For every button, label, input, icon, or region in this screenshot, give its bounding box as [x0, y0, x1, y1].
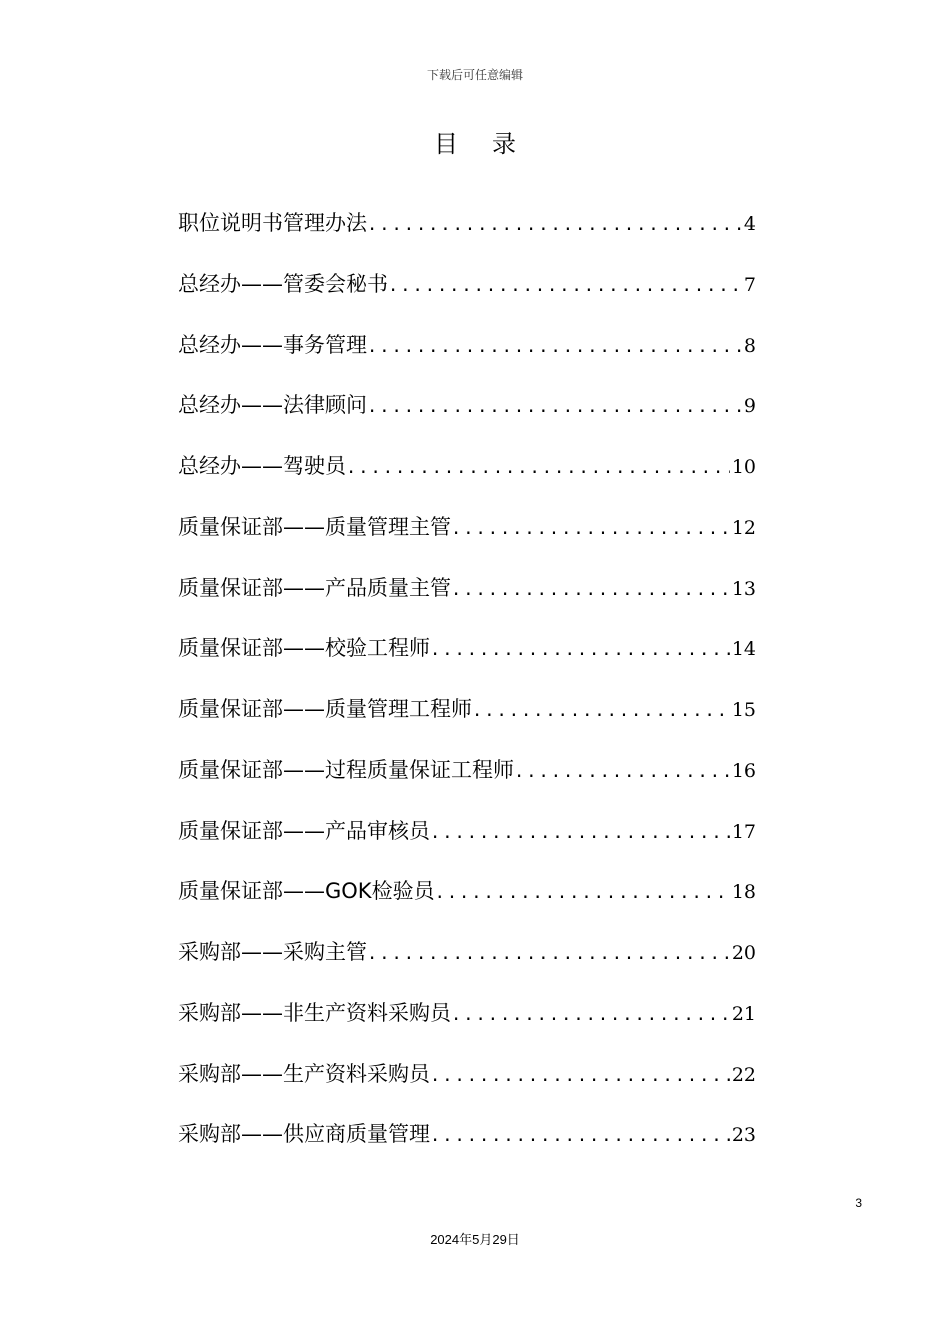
- toc-entry[interactable]: [178, 193, 756, 254]
- toc-entry[interactable]: [178, 861, 756, 922]
- toc-dot-leader: [430, 1106, 730, 1167]
- header-note: 下载后可任意编辑: [426, 68, 523, 82]
- toc-entry-text: 质量保证部——校验工程师: [178, 636, 430, 661]
- toc-title: 目录: [434, 130, 550, 158]
- toc-dot-leader: [514, 742, 730, 803]
- toc-dot-leader: [430, 1046, 730, 1107]
- toc-entry-text: 质量保证部——产品审核员: [178, 818, 430, 843]
- toc-entry[interactable]: [178, 375, 756, 436]
- toc-entry-page: 10: [731, 456, 756, 478]
- toc-entry-text: 质量保证部——GOK检验员: [178, 879, 435, 904]
- toc-entry[interactable]: [178, 254, 756, 315]
- toc-entry[interactable]: [178, 740, 756, 801]
- toc-dot-leader: [367, 924, 730, 985]
- toc-entry-page: 7: [743, 273, 756, 296]
- toc-entry-text: 采购部——非生产资料采购员: [178, 1000, 451, 1025]
- toc-entry[interactable]: [178, 1044, 756, 1105]
- toc-entry-page: 14: [731, 638, 756, 661]
- toc-entry-page: 4: [743, 213, 756, 235]
- toc-dot-leader: [346, 438, 730, 499]
- toc-dot-leader: [430, 803, 730, 864]
- toc-dot-leader: [367, 317, 742, 378]
- toc-dot-leader: [472, 681, 730, 742]
- toc-entry-page: 20: [731, 942, 756, 964]
- toc-dot-leader: [451, 560, 730, 621]
- toc-entry-text: 质量保证部——质量管理主管: [178, 514, 451, 539]
- toc-entry-text: 采购部——生产资料采购员: [178, 1061, 430, 1086]
- toc-dot-leader: [367, 195, 742, 256]
- toc-entry-text: 总经办——法律顾问: [178, 393, 367, 418]
- toc-list: [178, 193, 756, 1165]
- toc-entry-text: 质量保证部——质量管理工程师: [178, 697, 472, 721]
- toc-entry-text: 总经办——事务管理: [178, 332, 367, 357]
- toc-entry-text: 职位说明书管理办法: [178, 211, 367, 235]
- toc-entry-text: 采购部——供应商质量管理: [178, 1122, 430, 1147]
- toc-entry-page: 12: [731, 516, 756, 539]
- toc-entry[interactable]: [178, 618, 756, 679]
- toc-entry[interactable]: [178, 801, 756, 862]
- toc-dot-leader: [435, 863, 730, 924]
- toc-entry-page: 9: [743, 395, 756, 418]
- toc-entry[interactable]: [178, 558, 756, 619]
- toc-entry-page: 21: [731, 1002, 756, 1025]
- toc-dot-leader: [451, 985, 730, 1046]
- toc-entry-page: 18: [731, 881, 756, 904]
- toc-entry[interactable]: [178, 1104, 756, 1165]
- footer-date: 2024年5月29日: [430, 1232, 520, 1247]
- toc-entry-page: 23: [731, 1124, 756, 1147]
- toc-dot-leader: [367, 377, 742, 438]
- toc-entry-page: 13: [731, 577, 756, 600]
- page-number: 3: [855, 1196, 862, 1210]
- toc-entry[interactable]: [178, 315, 756, 376]
- toc-entry-page: 16: [731, 759, 756, 782]
- toc-entry-text: 采购部——采购主管: [178, 940, 367, 964]
- toc-entry-text: 质量保证部——过程质量保证工程师: [178, 757, 514, 782]
- toc-dot-leader: [430, 620, 730, 681]
- toc-entry[interactable]: [178, 436, 756, 497]
- toc-entry-page: 8: [743, 334, 756, 357]
- toc-entry[interactable]: [178, 679, 756, 740]
- toc-entry[interactable]: [178, 983, 756, 1044]
- toc-dot-leader: [388, 256, 742, 317]
- toc-entry[interactable]: [178, 922, 756, 983]
- toc-entry-page: 17: [731, 820, 756, 843]
- toc-entry-text: 总经办——管委会秘书: [178, 271, 388, 296]
- toc-entry-text: 总经办——驾驶员: [178, 454, 346, 478]
- toc-entry-page: 15: [731, 699, 756, 721]
- toc-entry[interactable]: [178, 497, 756, 558]
- toc-entry-page: 22: [731, 1063, 756, 1086]
- toc-entry-text: 质量保证部——产品质量主管: [178, 575, 451, 600]
- toc-dot-leader: [451, 499, 730, 560]
